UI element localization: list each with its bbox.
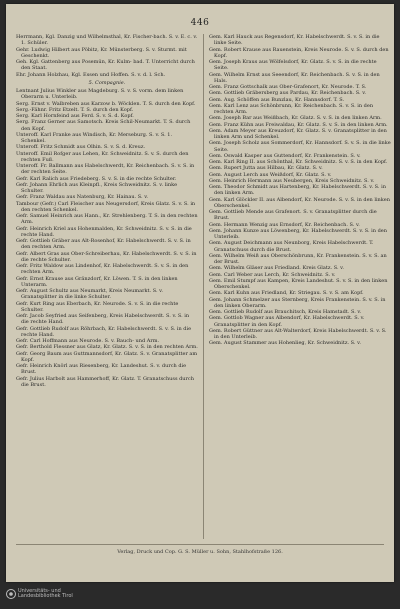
section-heading: 5. Compagnie. [88,79,126,86]
casualty-entry: Gem. Karl Ring II. aus Schönthal, Kr. Schweidnitz. S. v. S. in den Kopf. [209,159,388,165]
left-column [16,34,198,388]
casualty-entry: Gefr. Gottlieb Gräber aus Alt-Rosenhof, Kr. Habelschwerdt. S. v. S. in den rechten Arm. [16,238,191,251]
casualty-entry: Gefr. Ernst Krause aus Gränzdorf, Kr. Löwen. T. S. in den linken Unterarm. [16,275,178,288]
casualty-entry: Serg. Franz Gerner aus Samotsch. Kreis Schil-Neumarkt. T. S. durch den Kopf. [16,119,191,132]
casualty-entry: Gem. Franz Gottschalk aus Ober-Grafenort, Kr. Neurode. T. S. [209,84,367,90]
casualty-entry: Gem. Theodor Schmidt aus Hartenberg, Kr. Habelschwerdt. S. v. S. in den linken Arm. [209,184,386,197]
casualty-entry: Gefr. Jacob Seyfried aus Seifenberg, Kreis Habelschwerdt. S. v. S. in die rechte Hand. [16,313,190,326]
casualty-entry: Serg.-Fähnr. Fritz Etzelt. T. S. durch den Kopf. [16,106,134,113]
footer-divider [16,544,384,545]
casualty-entry: Gefr. Heinrich Kriel aus Hohenmalden, Kr. Schweidnitz. S. v. S. in die rechte Hand. [16,225,192,238]
casualty-entry: Gefr. Samuel Heinrich aus Hann., Kr. Strehlenberg. T. S. in den rechten Arm. [16,213,198,226]
casualty-entry: Gem. August Deichmann aus Neunborg, Kreis Habelschwerdt. T. Granatschuss durch die Brust. [209,240,374,253]
casualty-entry: Gem. Wilhelm Weiß aus Oberschönbrunn, Kr. Frankenstein. S. v. S. an der Brust. [209,252,387,265]
casualty-entry: Gem. Franz Kühn aus Freiwaldau, Kr. Glatz. S. v. S. in den linken Arm. [209,121,388,128]
publisher-footer: Verlag, Druck und Cop. G. S. Müller u. Sohn, Stahlhofstraße 126. [117,549,283,555]
casualty-entry: Unteroff. Fritz Schmidt aus Olhin. S. v. S. d. Kreuz. [16,144,146,151]
casualty-entry: Geh. Kgl. Gattenberg aus Posemün, Kr. Kulm- bad. T. Unterricht durch den Staat. [16,59,195,72]
casualty-entry: Gem. Wilhelm Ernst aus Seeendorf, Kr. Reichenbach. S. v. S. in den Hals. [209,71,380,84]
column-divider [203,34,204,539]
casualty-entry: Herrmann, Kgl. Danzig und Wilhelmsthal, Kr. Fischer-bach. S. v. E. c. v. 1. Schüler. [16,34,198,47]
casualty-entry: Gem. Emil Stumpf aus Kampen, Kreis Landeshut. S. v. S. in den linken Oberschenkel. [209,277,388,290]
casualty-entry: Gefr. Julius Harbolt aus Hammerhoff, Kr. Glatz. T. Granatschuss durch die Brust. [16,375,194,388]
casualty-entry: Gem. Joseph Scholz aus Sommerdorf, Kr. Hannsdorf. S. v. S. in die linke Seite. [209,140,391,153]
casualty-entry: Gefr. Georg Baum aus Guttmannsdorf, Kr. Glatz. S. v. Granatsplitter am Kopf. [16,350,198,363]
casualty-entry: Ehr. Johann Holzhau, Kgl. Essen und Hoffen. S. v. d. l. Sch. [16,71,166,78]
casualty-entry: Unteroff. Fr. Ballmann aus Habelschwerdt, Kr. Reichenbach. S. v. S. in der rechten Seite. [16,163,195,176]
casualty-entry: Gefr. Gottlieb Rudolf aus Röhrbach, Kr. Habelschwerdt. S. v. S. in die rechte Hand. [16,325,192,338]
casualty-entry: Unteroff. Emil Rofger aus Lehen, Kr. Schweidnitz. S. v. S. durch den rechten Fuß. [16,150,189,163]
document-page [6,4,394,582]
casualty-entry: Gem. Karl Hauck aus Regensdorf, Kr. Habelschwerdt. S. v. S. in die linke Seite. [209,34,380,47]
casualty-entry: Gem. Johann Kunze aus Löwenberg, Kr. Habelschwerdt. S. v. S. in den Unterleib. [209,227,387,240]
casualty-entry: Gem. August Stammer aus Hohenlieg, Kr. Schweidnitz. S. v. [209,340,361,347]
casualty-entry: Gehr. Ludwig Hilbert aus Pöbitz, Kr. Münsterberg. S. v. Sturmt. mit Geschenkt. [16,46,187,59]
casualty-entry: Gem. Joseph Kraus aus Wölfelsdorf, Kr. Glatz. S. v. S. in die rechte Seite. [209,59,377,72]
casualty-entry: Gem. Rupert Jutta aus Hilbau, Kr. Glatz. S. v. [209,165,323,172]
casualty-entry: Gefr. Albert Gras aus Ober-Schreiberhau, Kr. Habelschwerdt. S. v. S. in die rechte Schulter. [16,250,197,263]
casualty-entry: Gem. Karl Glöckler II. aus Albendorf, Kr. Neurode. S. v. S. in den linken Oberschenkel. [209,196,390,209]
casualty-entry: Serg. Karl Hornfeind aus Ferd. S. v. S. d. Kopf. [16,113,134,119]
library-line-2: Landesbibliothek Tirol [18,593,73,599]
casualty-entry: Gem. Wilhelm Gläser aus Friedland. Kreis Glatz. S. v. [209,265,344,272]
casualty-entry: Gefr. Johann Ehrlich aus Kleinpfl., Kreis Schweidnitz. S. v. linke Schulter. [16,181,178,194]
casualty-entry: Gefr. Kurt Ring aus Eberbach, Kr. Neurode. S. v. S. in die rechte Schulter. [16,300,179,313]
casualty-entry: Gefr. Heinrich Knörl aus Riesenberg, Kr. Landeshut. S. v. durch die Brust. [16,363,187,376]
casualty-entry: Gem. Carl Weber aus Lerch, Kr. Schweidnitz. S. v. [209,271,336,278]
casualty-entry: Gefr. Fritz Waldow aus Lindenhof, Kr. Habelschwerdt. S. v. S. in den rechten Arm. [16,263,189,276]
casualty-entry: Gem. Robert Krause aus Rauenstein, Kreis Neurode. S. v. S. durch den Kopf. [209,46,389,59]
library-watermark [18,589,73,599]
casualty-entry: Gem. Gottlieb Rudolf aus Brauchitsch, Kreis Hamstadt. S. v. [209,309,362,315]
casualty-entry: Gem. Karl Lenz aus Schönbrunn, Kr. Reichenbach. S. v. S. in den rechten Arm. [209,102,374,115]
library-line-1: Universitäts- und [18,588,61,594]
page-number: 446 [190,18,210,28]
casualty-entry: Tambour (Gefr.) Carl Fleischer aus Neugersdorf, Kreis Glatz. S. v. S. in den rechten Schenkel. [16,200,196,213]
casualty-entry: Gefr. Karl Ralich aus Friedeberg. S. v. S. in die rechte Schulter. [16,175,177,182]
casualty-entry: Gefr. August Schultz aus Neumarkt, Kreis Neumarkt. S. v. Granatsplitter in die linke Schulter. [16,288,163,301]
casualty-entry: Gem. Robert Güttner aus Alt-Walterdorf, Kreis Habelschwerdt. S. v. S. in den Unterleib. [209,327,387,340]
casualty-entry: Gem. Joseph Bar aus Weißbach, Kr. Glatz. S. v. S. in den linken Arm. [209,115,382,122]
casualty-entry: Gem. Adam Meyer aus Kreuzdorf, Kr. Glatz. S. v. Granatsplitter in den linken Arm und Schenkel. [209,127,387,140]
casualty-entry: Gefr. Franz Waldau aus Natenburg, Kr. Hainau. S. v. [16,194,149,201]
casualty-entry: Gem. Heinrich Hermann aus Neubergen, Kreis Schweidnitz. S. v. [209,177,375,184]
casualty-entry: Lentnant Julius Winkler aus Magdeburg. S. v. S. vorm. dem linken Oberarm u. Unterleib. [16,88,184,101]
casualty-entry: Gem. Oswald Kasper aus Guttendorf, Kr. Frankenstein. S. v. [209,152,361,159]
casualty-entry: Gefr. Carl Hoffmann aus Neurode. S. v. Bauch- und Arm. [16,338,160,344]
right-column [209,34,391,347]
casualty-entry: Gem. Gottlieb Gräbersberg aus Pardau, Kr. Reichenbach. S. v. [209,90,367,97]
casualty-entry: Serg. Ernst v. Walbreben aus Karzow b. Wöcklen. T. S. durch den Kopf. [16,100,196,107]
casualty-entry: Gem. Gottlob Wagner aus Albendorf, Kr. Habelschwerdt. S. v. Granatsplitter in den Kopf. [209,315,365,328]
casualty-entry: Gem. Karl Kuhn aus Friedland, Kr. Striegau. S. v. S. am Kopf. [209,290,364,297]
casualty-entry: Gefr. Berthold Flessner aus Glatz, Kr. Glatz. S. v. S. in den rechten Arm. [16,344,198,351]
casualty-entry: Gem. Gottlieb Mende aus Grafenort. S. v. Granatsplitter durch die Brust. [209,209,377,222]
casualty-entry: Gem. August Lerch aus Weißdorf, Kr. Glatz. S. v. [209,171,332,178]
casualty-entry: Gem. Aug. Schöffen aus Bunzlau, Kr. Hannsdorf. T. S. [209,96,345,103]
casualty-entry: Gem. Hermann Wenzig aus Ernsdorf, Kr. Reichenbach. S. v. [209,221,360,228]
library-logo-icon [6,589,16,599]
casualty-entry: Gem. Johann Schmelzer aus Sternberg, Kreis Frankenstein. S. v. S. in den linken Oberarm. [209,296,386,309]
casualty-entry: Unteroff. Karl Franke aus Windisch, Kr. Merseburg. S. v. S. 1. Schenkel. [16,131,173,144]
